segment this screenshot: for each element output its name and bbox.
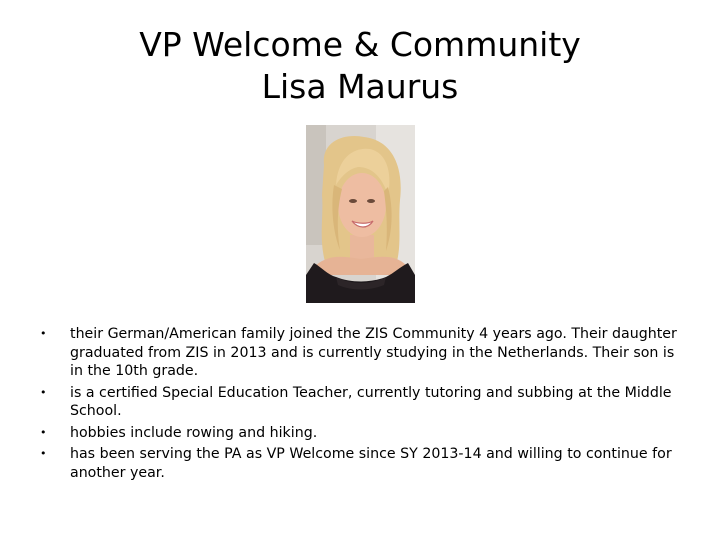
- bullet-icon: •: [40, 385, 47, 399]
- bullet-text: hobbies include rowing and hiking.: [70, 424, 318, 441]
- bullet-icon: •: [40, 327, 47, 340]
- portrait-illustration: [306, 125, 415, 303]
- list-item: [40, 384, 680, 421]
- bio-bullet-list: [40, 325, 680, 485]
- bullet-text: is a certified Special Education Teacher, currently tutoring and subbing at the Middle School.: [70, 384, 672, 419]
- bullet-icon: •: [40, 447, 47, 460]
- slide-title: [60, 24, 660, 108]
- bullet-text: has been serving the PA as VP Welcome since SY 2013-14 and willing to continue for another year.: [70, 446, 672, 481]
- bullet-icon: •: [40, 425, 47, 439]
- list-item: [40, 325, 680, 381]
- title-line-name: Lisa Maurus: [261, 67, 459, 106]
- bullet-text: their German/American family joined the ZIS Community 4 years ago. Their daughter graduated from ZIS in 2013 and is currently studying in the Netherlands. Their son is in the 10th grade.: [70, 326, 677, 379]
- list-item: [40, 445, 680, 482]
- list-item: [40, 424, 680, 443]
- title-line-vp-welcome: VP Welcome & Community: [139, 25, 581, 64]
- portrait-photo: [306, 125, 415, 303]
